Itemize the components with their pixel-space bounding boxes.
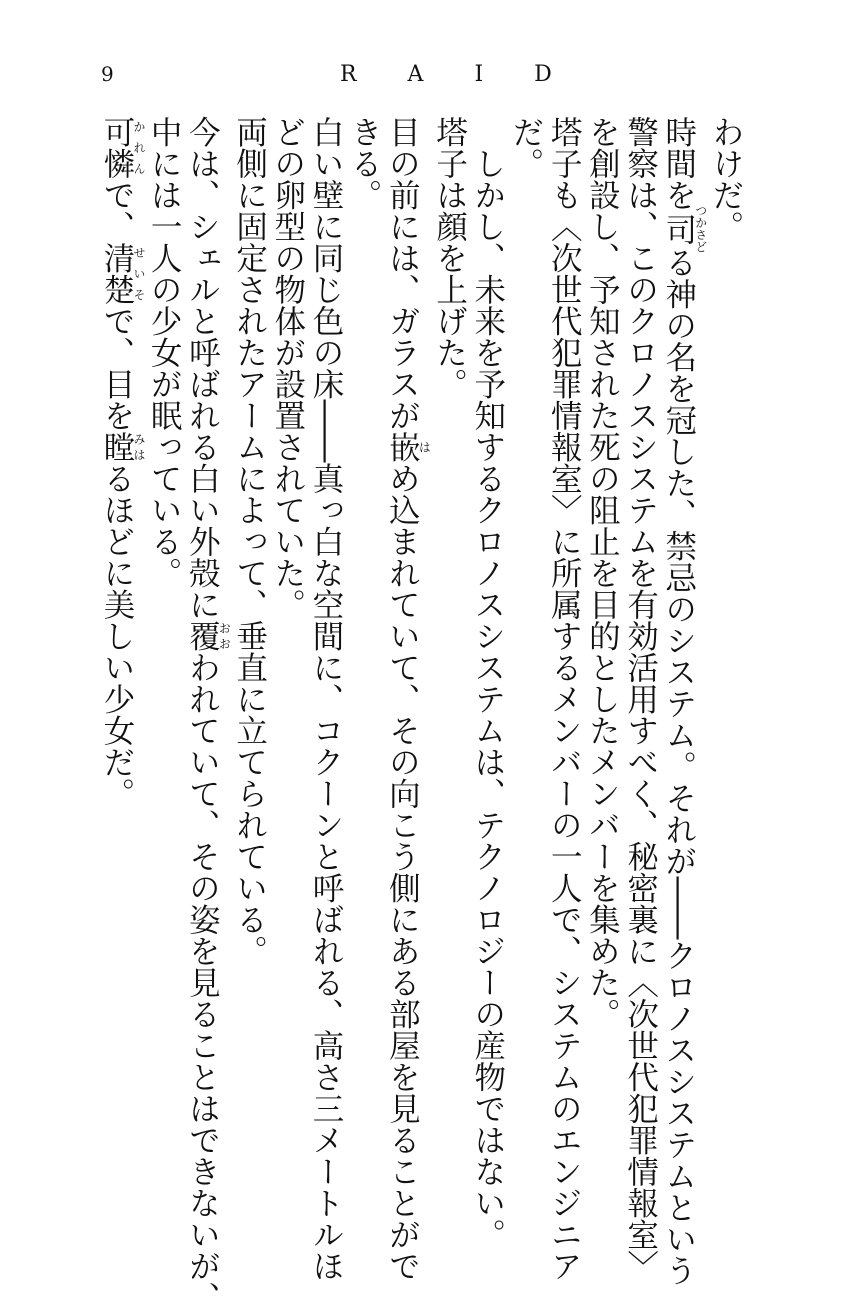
text-run: 時間を bbox=[661, 116, 697, 211]
ruby-reading: は bbox=[417, 431, 431, 463]
ruby-base: 覆 bbox=[184, 620, 220, 652]
text-run: しかし、未来を予知するクロノスシステムは、テクノロジーの産物ではない。 bbox=[470, 116, 506, 1250]
text-line bbox=[183, 116, 230, 1116]
text-run: 中には一人の少女が眠っている。 bbox=[146, 116, 182, 589]
ruby-reading: つかさど bbox=[694, 205, 708, 253]
body-text bbox=[98, 116, 745, 1116]
text-line bbox=[545, 116, 583, 1116]
text-run: る神の名を冠した、禁忌のシステム。それが――クロノスシステムという bbox=[661, 247, 697, 1287]
text-run: で、 bbox=[99, 179, 135, 242]
text-line bbox=[307, 116, 345, 1116]
text-run: を創設し、予知された死の阻止を目的としたメンバーを集めた。 bbox=[584, 116, 620, 1030]
text-run: だ。 bbox=[508, 116, 544, 179]
text-line bbox=[98, 116, 145, 1116]
ruby-base: 瞠 bbox=[99, 431, 135, 463]
ruby-reading: かれん bbox=[132, 116, 146, 179]
running-header-title: R A I D bbox=[340, 62, 574, 87]
ruby-base: 清楚 bbox=[99, 242, 135, 305]
ruby-base: 嵌 bbox=[384, 431, 420, 463]
text-line bbox=[430, 116, 468, 1116]
text-line bbox=[269, 116, 307, 1116]
text-run: 今は、シェルと呼ばれる白い外殻に bbox=[184, 116, 220, 620]
text-run: わけだ。 bbox=[708, 116, 744, 242]
ruby-base: 可憐 bbox=[99, 116, 135, 179]
text-run: 塔子は顔を上げた。 bbox=[432, 116, 468, 400]
text-line bbox=[383, 116, 430, 1116]
text-line bbox=[230, 116, 268, 1116]
text-line bbox=[507, 116, 545, 1116]
text-line bbox=[469, 116, 507, 1116]
text-run: われていて、その姿を見ることはできないが、 bbox=[184, 652, 220, 1313]
text-run: きる。 bbox=[346, 116, 382, 211]
ruby-word bbox=[99, 116, 135, 179]
text-line bbox=[621, 116, 659, 1116]
text-run: 塔子も〈次世代犯罪情報室〉に所属するメンバーの一人で、システムのエンジニア bbox=[546, 116, 582, 1282]
text-run: で、目を bbox=[99, 305, 135, 431]
text-line bbox=[660, 116, 707, 1116]
text-line bbox=[345, 116, 383, 1116]
ruby-word bbox=[384, 431, 420, 463]
ruby-word bbox=[184, 620, 220, 652]
text-line bbox=[707, 116, 745, 1116]
text-line bbox=[145, 116, 183, 1116]
text-run: 白い壁に同じ色の床――真っ白な空間に、コクーンと呼ばれる、高さ三メートルほ bbox=[308, 116, 344, 1282]
ruby-word bbox=[661, 211, 697, 247]
text-run: どの卵型の物体が設置されていた。 bbox=[270, 116, 306, 620]
text-run: 警察は、このクロノスシステムを有効活用すべく、秘密裏に〈次世代犯罪情報室〉 bbox=[623, 116, 659, 1282]
ruby-word bbox=[99, 431, 135, 463]
text-run: め込まれていて、その向こう側にある部屋を見ることがで bbox=[384, 463, 420, 1282]
ruby-reading: せいそ bbox=[132, 242, 146, 305]
ruby-base: 司 bbox=[661, 205, 697, 253]
ruby-word bbox=[99, 242, 135, 305]
text-run: 両側に固定されたアームによって、垂直に立てられている。 bbox=[232, 116, 268, 967]
text-run: 目の前には、ガラスが bbox=[384, 116, 420, 431]
page-number: 9 bbox=[101, 62, 115, 86]
text-run: るほどに美しい少女だ。 bbox=[99, 463, 135, 810]
text-line bbox=[583, 116, 621, 1116]
ruby-reading: おお bbox=[217, 620, 231, 652]
ruby-reading: みは bbox=[132, 431, 146, 463]
